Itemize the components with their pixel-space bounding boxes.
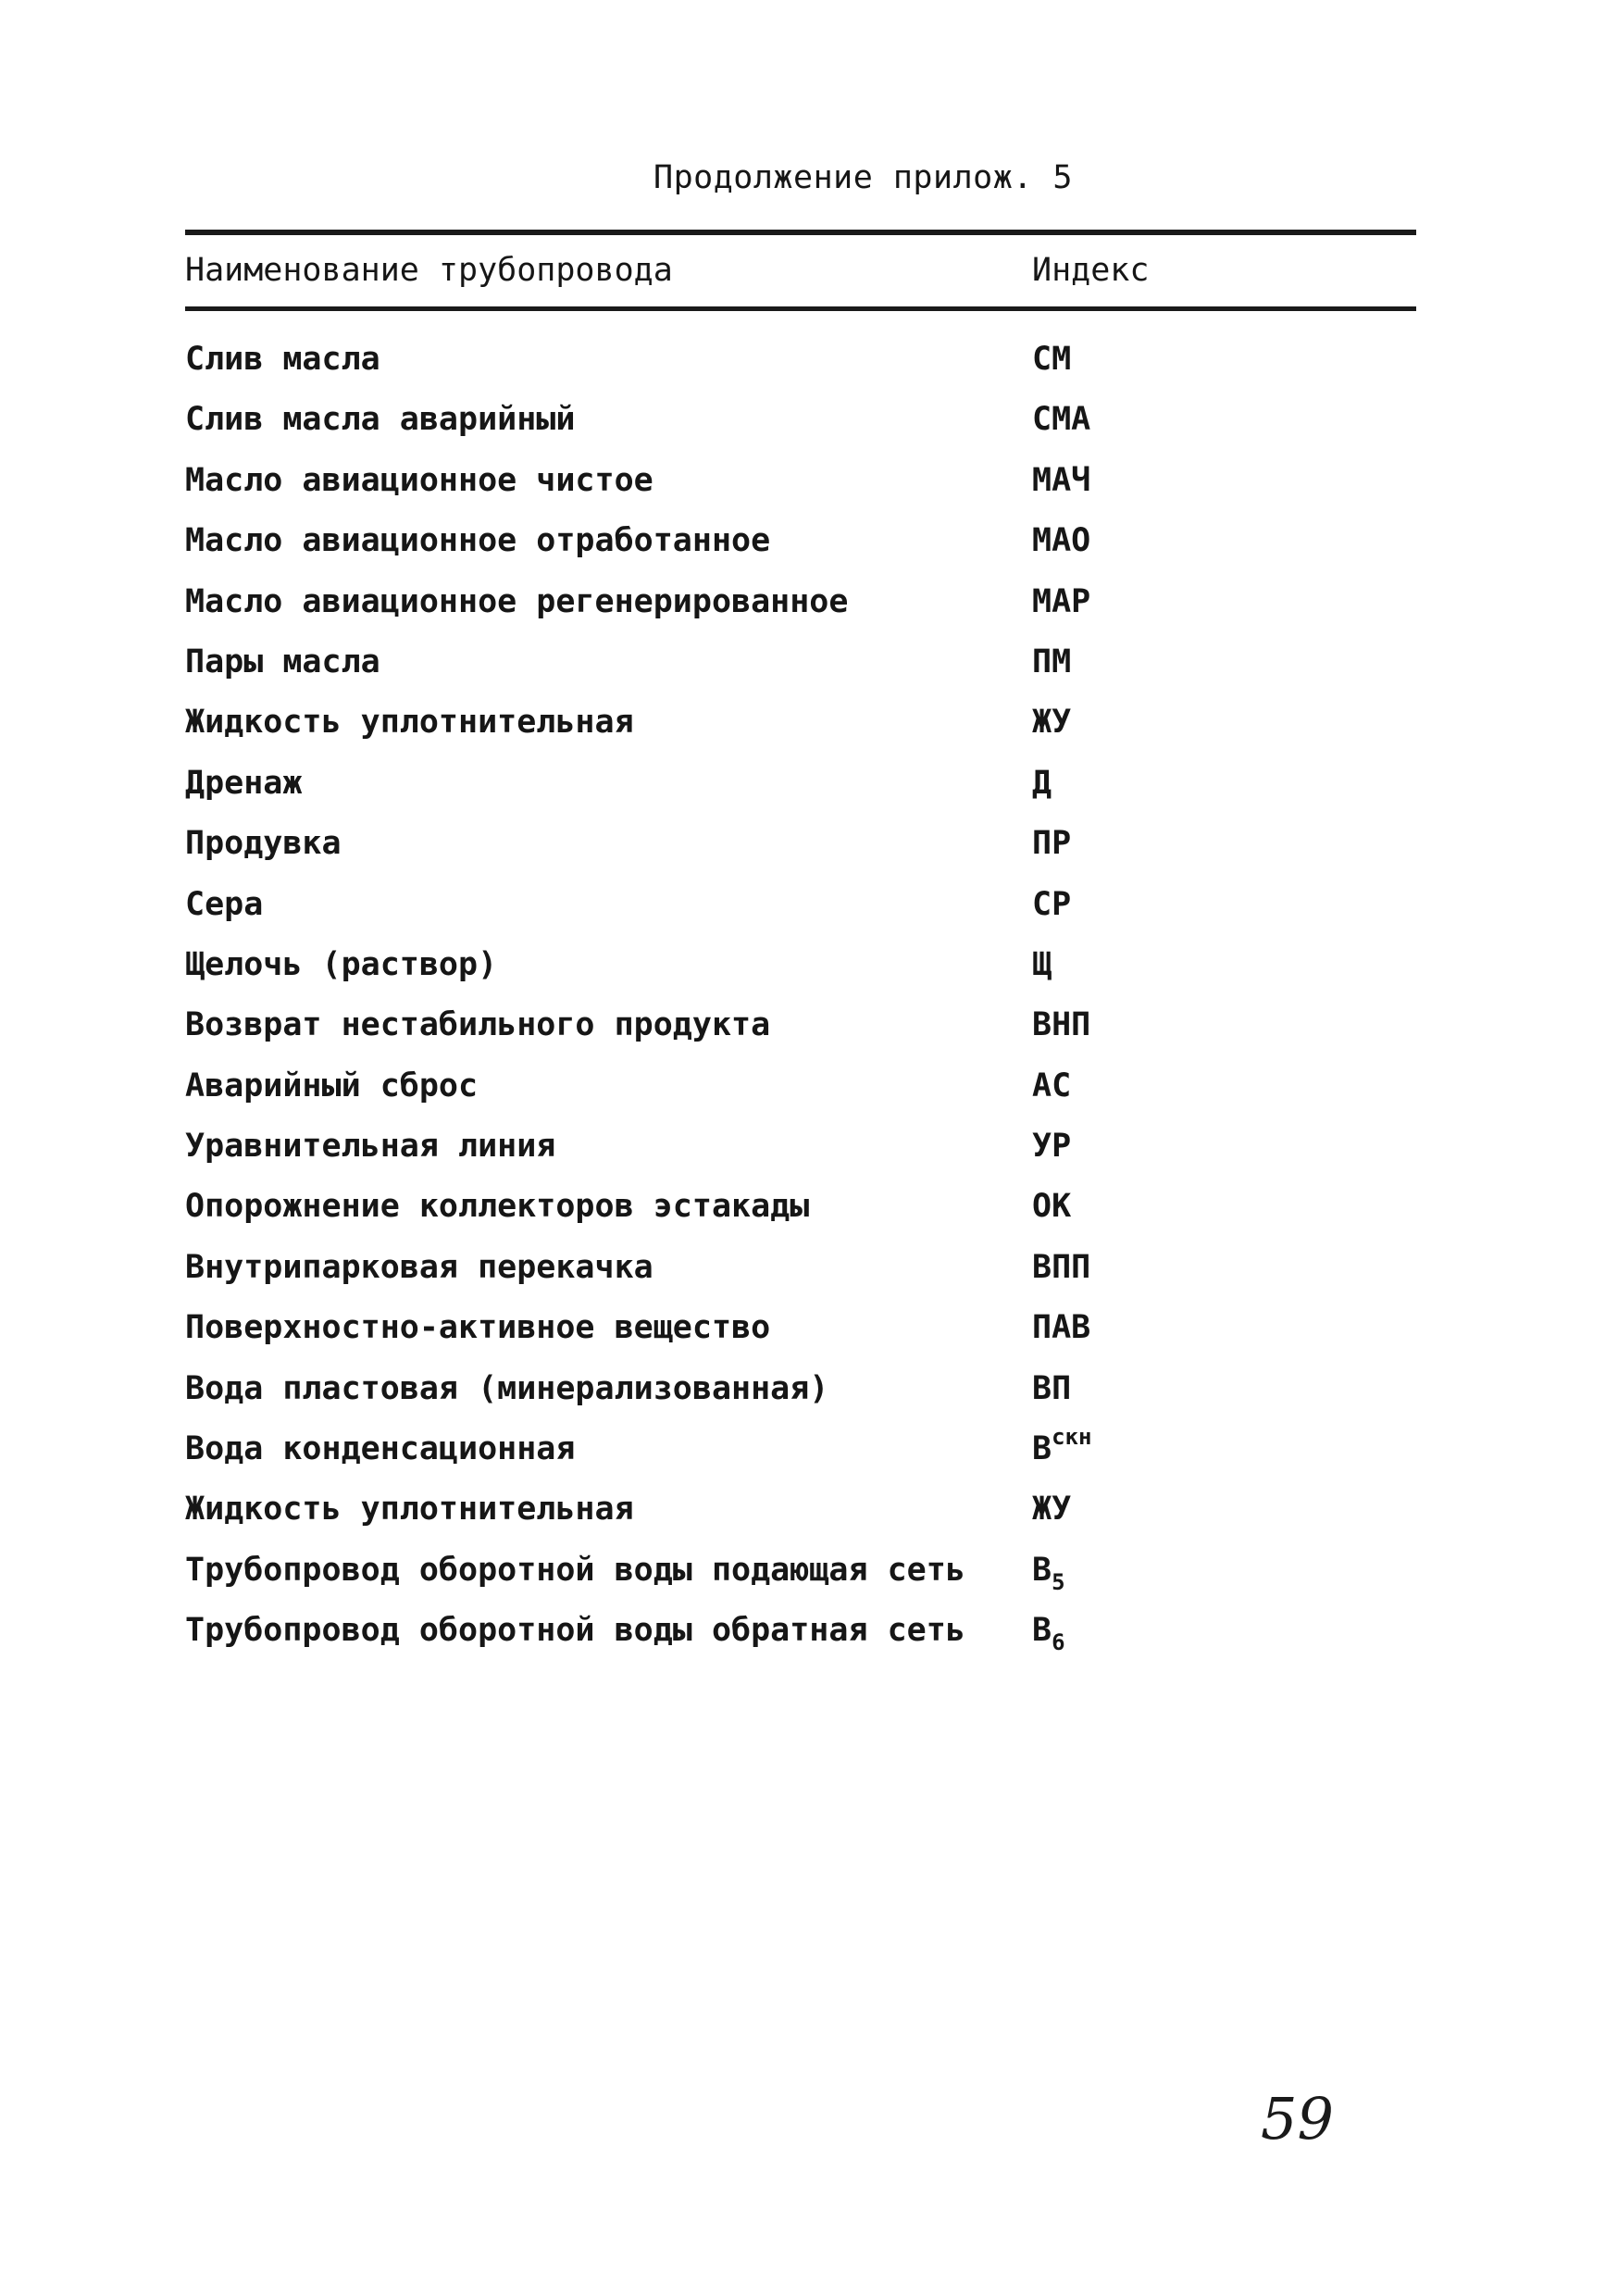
pipeline-index <box>1032 522 1090 559</box>
pipeline-name: Масло авиационное регенерированное <box>185 582 849 620</box>
pipeline-index-base: ВП <box>1032 1369 1072 1407</box>
pipeline-name: Опорожнение коллекторов эстакады <box>185 1188 810 1226</box>
table-row <box>185 341 1416 401</box>
table-row <box>185 1370 1416 1430</box>
table-row <box>185 462 1416 522</box>
pipeline-index-base: ПАВ <box>1032 1309 1091 1347</box>
table-row <box>185 825 1416 885</box>
pipeline-name: Вода пластовая (минерализованная) <box>185 1369 829 1407</box>
table-row <box>185 765 1416 825</box>
pipeline-index <box>1032 886 1071 923</box>
table-row <box>185 1612 1416 1672</box>
pipeline-name: Масло авиационное отработанное <box>185 522 771 560</box>
table-row <box>185 1424 1416 1491</box>
table-row <box>185 583 1416 643</box>
pipeline-name: Щелочь (раствор) <box>185 945 498 983</box>
pipeline-index-base: МАР <box>1032 582 1091 620</box>
pipeline-name: Трубопровод оборотной воды подающая сеть <box>185 1551 965 1589</box>
pipeline-index-base: ПР <box>1032 825 1072 863</box>
pipeline-index <box>1032 583 1090 620</box>
pipeline-index <box>1032 1128 1071 1165</box>
pipeline-name: Трубопровод оборотной воды обратная сеть <box>185 1612 965 1650</box>
page-number: 59 <box>1261 2085 1334 2152</box>
pipeline-index <box>1032 341 1071 378</box>
pipeline-index <box>1032 1067 1071 1104</box>
header-name: Наименование трубопровода <box>185 252 673 289</box>
pipeline-index <box>1032 462 1090 499</box>
pipeline-index <box>1032 401 1090 438</box>
continuation-caption: Продолжение прилож. 5 <box>653 159 1074 196</box>
pipeline-index-base: МАО <box>1032 522 1091 560</box>
pipeline-index <box>1032 1491 1071 1528</box>
pipeline-index-base: ЖУ <box>1032 704 1072 742</box>
table-row <box>185 401 1416 461</box>
pipeline-name: Дренаж <box>185 764 303 802</box>
table-row <box>185 886 1416 946</box>
pipeline-index-subscript: 6 <box>1052 1629 1065 1656</box>
table-row <box>185 1128 1416 1188</box>
table-row <box>185 643 1416 704</box>
pipeline-index-base: ОК <box>1032 1188 1072 1226</box>
pipeline-index <box>1032 825 1071 862</box>
pipeline-name: Уравнительная линия <box>185 1128 556 1166</box>
table-row <box>185 704 1416 764</box>
pipeline-name: Внутрипарковая перекачка <box>185 1248 653 1286</box>
pipeline-index <box>1032 704 1071 741</box>
pipeline-index <box>1032 1612 1065 1656</box>
pipeline-index-superscript: скн <box>1052 1424 1092 1451</box>
pipeline-index <box>1032 1188 1071 1225</box>
table-row <box>185 1188 1416 1248</box>
pipeline-index-base: ЖУ <box>1032 1491 1072 1529</box>
pipeline-name: Продувка <box>185 825 342 863</box>
pipeline-name: Вода конденсационная <box>185 1430 576 1468</box>
pipeline-index-base: В <box>1032 1612 1052 1650</box>
pipeline-name: Аварийный сброс <box>185 1067 479 1104</box>
pipeline-index-subscript: 5 <box>1052 1568 1065 1595</box>
table-row <box>185 1249 1416 1309</box>
header-index: Индекс <box>1032 252 1150 289</box>
pipeline-index-base: В <box>1032 1551 1052 1589</box>
pipeline-name: Пары масла <box>185 643 380 680</box>
pipeline-name: Слив масла <box>185 341 380 378</box>
table-row <box>185 522 1416 582</box>
pipeline-name: Поверхностно-активное вещество <box>185 1309 771 1347</box>
pipeline-index-base: СР <box>1032 885 1072 923</box>
table-row <box>185 1006 1416 1067</box>
pipeline-index-base: СМ <box>1032 341 1072 378</box>
pipeline-index-base: СМА <box>1032 401 1091 439</box>
table-row <box>185 1309 1416 1369</box>
pipeline-index-base: ВНП <box>1032 1006 1091 1044</box>
pipeline-name: Возврат нестабильного продукта <box>185 1006 771 1044</box>
pipeline-index <box>1032 1551 1065 1595</box>
table-header <box>185 252 1416 294</box>
pipeline-name: Жидкость уплотнительная <box>185 1491 634 1529</box>
pipeline-index <box>1032 1424 1092 1468</box>
table-row <box>185 1067 1416 1128</box>
pipeline-index <box>1032 1249 1090 1286</box>
pipeline-index-base: ПМ <box>1032 643 1072 680</box>
table-row <box>185 1552 1416 1612</box>
table-top-rule <box>185 230 1416 235</box>
table-row <box>185 1491 1416 1551</box>
pipeline-name: Масло авиационное чистое <box>185 461 653 499</box>
pipeline-index <box>1032 765 1052 802</box>
pipeline-index <box>1032 643 1071 680</box>
pipeline-name: Сера <box>185 885 264 923</box>
pipeline-index <box>1032 946 1052 983</box>
pipeline-index <box>1032 1309 1090 1346</box>
pipeline-index-base: Д <box>1032 764 1052 802</box>
pipeline-index-base: УР <box>1032 1128 1072 1166</box>
pipeline-index-base: МАЧ <box>1032 461 1091 499</box>
table-body <box>185 341 1416 1673</box>
table-header-rule <box>185 306 1416 311</box>
pipeline-index-base: ВПП <box>1032 1248 1091 1286</box>
pipeline-index-base: В <box>1032 1430 1052 1468</box>
pipeline-index <box>1032 1370 1071 1407</box>
pipeline-index <box>1032 1006 1090 1043</box>
pipeline-name: Жидкость уплотнительная <box>185 704 634 742</box>
pipeline-index-base: Щ <box>1032 945 1052 983</box>
pipeline-name: Слив масла аварийный <box>185 401 576 439</box>
table-row <box>185 946 1416 1006</box>
pipeline-index-base: АС <box>1032 1067 1072 1104</box>
